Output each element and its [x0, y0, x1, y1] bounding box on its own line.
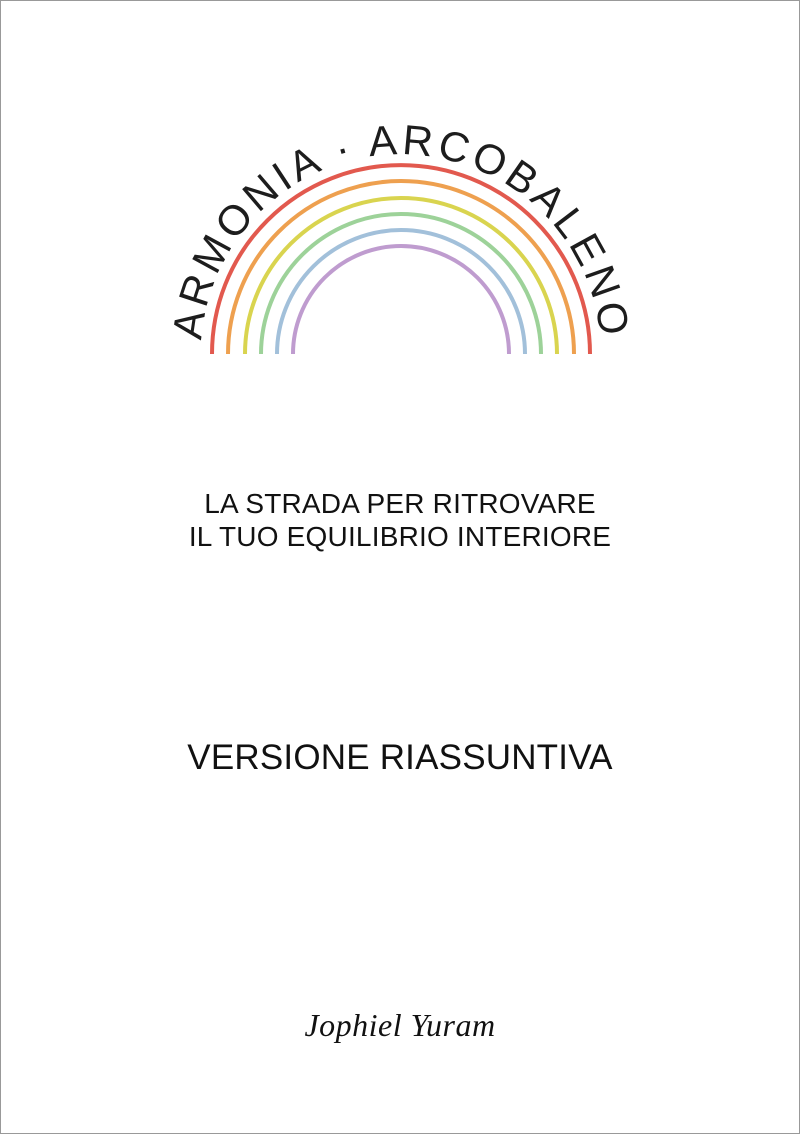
edition-title: VERSIONE RIASSUNTIVA	[187, 738, 613, 777]
author-name: Jophiel Yuram	[304, 1007, 496, 1043]
subtitle-line2: IL TUO EQUILIBRIO INTERIORE	[188, 521, 612, 552]
subtitle	[1, 487, 799, 553]
logo-arc-text: ARMONIA · ARCOBALENO	[163, 115, 639, 343]
rainbow-logo	[1, 1, 800, 401]
rainbow-arc-purple	[293, 246, 509, 354]
subtitle-line1: LA STRADA PER RITROVARE	[204, 488, 596, 519]
